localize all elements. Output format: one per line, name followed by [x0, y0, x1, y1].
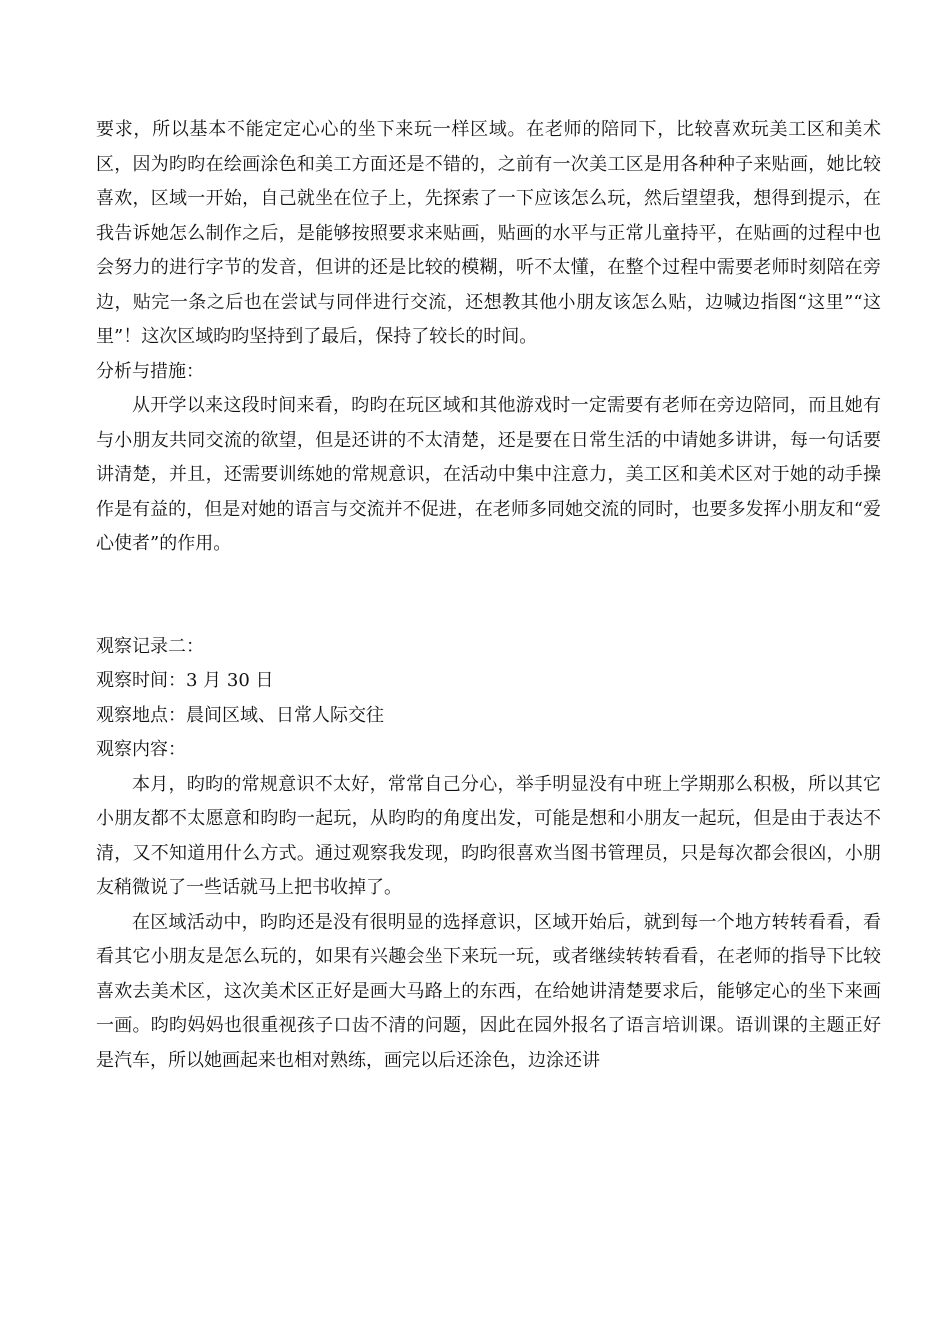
record1-continuation-paragraph: 要求，所以基本不能定定心心的坐下来玩一样区域。在老师的陪同下，比较喜欢玩美工区和美术区，因为昀昀在绘画涂色和美工方面还是不错的，之前有一次美工区是用各种种子来贴画，她比较喜欢，区域一开始，自己就坐在位子上，先探索了一下应该怎么玩，然后望望我，想得到提示，在我告诉她怎么制作之后，是能够按照要求来贴画，贴画的水平与正常儿童持平，在贴画的过程中也会努力的进行字节的发音，但讲的还是比较的模糊，听不太懂，在整个过程中需要老师时刻陪在旁边，贴完一条之后也在尝试与同伴进行交流，还想教其他小朋友该怎么贴，边喊边指图“这里”“这里”！这次区域昀昀坚持到了最后，保持了较长的时间。 [96, 119, 881, 347]
analysis-heading: 分析与措施： [96, 360, 204, 382]
observation-paragraph-2: 在区域活动中，昀昀还是没有很明显的选择意识，区域开始后，就到每一个地方转转看看，看看其它小朋友是怎么玩的，如果有兴趣会坐下来玩一玩，或者继续转转看看，在老师的指导下比较喜欢去美术区，这次美术区正好是画大马路上的东西，在给她讲清楚要求后，能够定心的坐下来画一画。昀昀妈妈也很重视孩子口齿不清的问题，因此在园外报名了语言培训课。语训课的主题正好是汽车，所以她画起来也相对熟练，画完以后还涂色，边涂还讲 [96, 911, 881, 1071]
analysis-paragraph: 从开学以来这段时间来看，昀昀在玩区域和其他游戏时一定需要有老师在旁边陪同，而且她有与小朋友共同交流的欲望，但是还讲的不太清楚，还是要在日常生活的中请她多讲讲，每一句话要讲清楚，并且，还需要训练她的常规意识，在活动中集中注意力，美工区和美术区对于她的动手操作是有益的，但是对她的语言与交流并不促进，在老师多同她交流的同时，也要多发挥小朋友和“爱心使者”的作用。 [96, 395, 881, 554]
observation-location: 观察地点：晨间区域、日常人际交往 [96, 704, 384, 726]
document-body [96, 113, 881, 1078]
section-spacer [96, 562, 881, 630]
observation-time: 观察时间：3 月 30 日 [96, 670, 274, 691]
observation-paragraph-1: 本月，昀昀的常规意识不太好，常常自己分心，举手明显没有中班上学期那么积极，所以其它小朋友都不太愿意和昀昀一起玩，从昀昀的角度出发，可能是想和小朋友一起玩，但是由于表达不清，又不知道用什么方式。通过观察我发现，昀昀很喜欢当图书管理员，只是每次都会很凶，小朋友稍微说了一些话就马上把书收掉了。 [96, 773, 881, 898]
observation-content-heading: 观察内容： [96, 739, 186, 760]
record2-heading: 观察记录二： [96, 635, 204, 657]
